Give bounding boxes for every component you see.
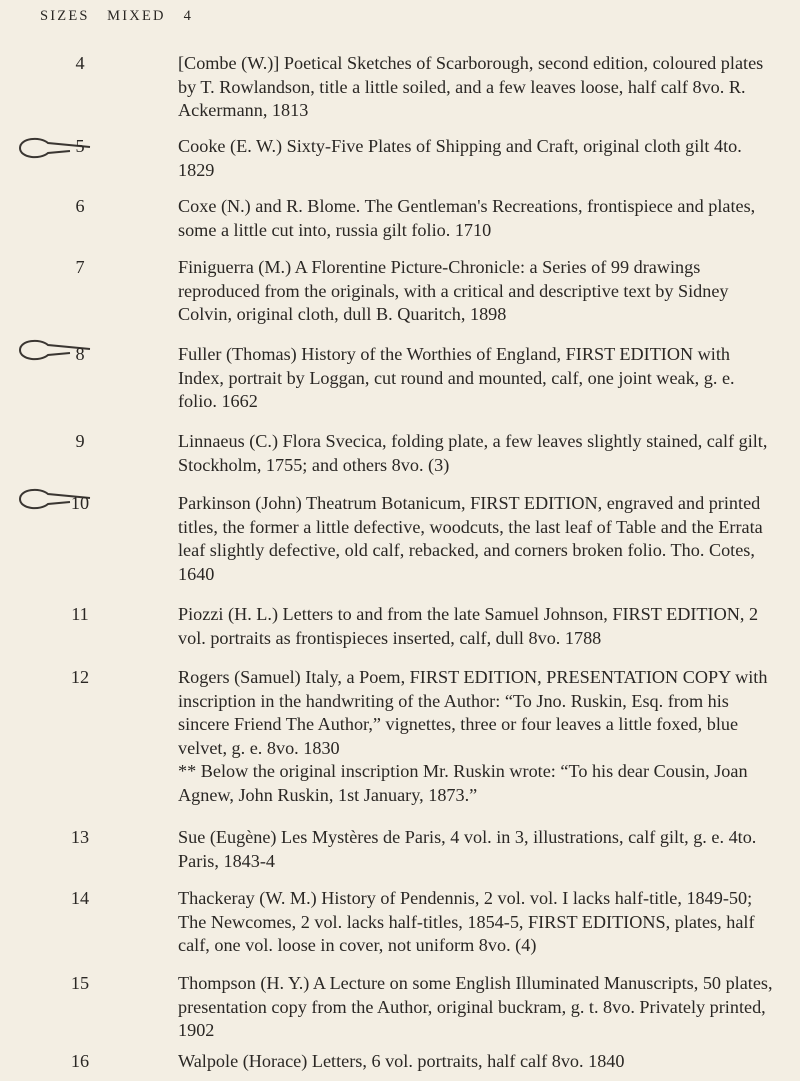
lot-entry (70, 972, 778, 1043)
lot-entry (70, 666, 778, 808)
lot-description: Piozzi (H. L.) Letters to and from the late Samuel Johnson, FIRST EDITION, 2 vol. portraits as frontispieces inserted, calf, dull 8vo. 1788 (178, 604, 759, 648)
lot-description: Sue (Eugène) Les Mystères de Paris, 4 vol. in 3, illustrations, calf gilt, g. e. 4to. Paris, 1843-4 (178, 827, 757, 871)
lot-description: Fuller (Thomas) History of the Worthies of England, FIRST EDITION with Index, portrait by Loggan, cut round and mounted, calf, one joint weak, g. e. folio. 1662 (178, 344, 735, 412)
lot-number: 14 (70, 888, 90, 908)
lot-description: Coxe (N.) and R. Blome. The Gentleman's Recreations, frontispiece and plates, some a little cut into, russia gilt folio. 1710 (178, 196, 756, 240)
lot-entry (70, 887, 778, 958)
lot-description: Finiguerra (M.) A Florentine Picture-Chronicle: a Series of 99 drawings reproduced from the originals, with a critical and descriptive text by Sidney Colvin, original cloth, dull B. Quaritch, 1898 (178, 257, 729, 325)
lot-number: 4 (75, 53, 85, 73)
lot-number: 16 (70, 1051, 90, 1071)
lot-entry (75, 256, 778, 327)
lot-description: [Combe (W.)] Poetical Sketches of Scarborough, second edition, coloured plates by T. Rowlandson, title a little soiled, and a few leaves loose, half calf 8vo. R. Ackermann, 1813 (178, 53, 764, 121)
lot-entry (71, 603, 778, 650)
lot-description: Rogers (Samuel) Italy, a Poem, FIRST EDITION, PRESENTATION COPY with inscription in the handwriting of the Author: “To Jno. Ruskin, Esq. from his sincere Friend The Author,” vignettes, three or four leaves a little foxed, blue velvet, g. e. 8vo. 1830 (178, 667, 768, 758)
lot-entry (75, 52, 778, 123)
lot-note: ** Below the original inscription Mr. Ruskin wrote: “To his dear Cousin, Joan Agnew, John Ruskin, 1st January, 1873.” (178, 761, 748, 805)
page-number: 4 (183, 8, 194, 24)
lot-number: 15 (70, 973, 90, 993)
header-title: SIZES MIXED (40, 8, 166, 24)
lot-entry (75, 195, 778, 242)
lot-entry (70, 492, 778, 586)
lot-number: 13 (70, 827, 90, 847)
lot-description: Thackeray (W. M.) History of Pendennis, 2 vol. vol. I lacks half-title, 1849-50; The Newcomes, 2 vol. lacks half-titles, 1854-5, FIRST EDITIONS, plates, half calf, one vol. loose in cover, not uniform 8vo. (4) (178, 888, 755, 956)
lot-number: 8 (75, 344, 85, 364)
lot-number: 9 (75, 431, 85, 451)
lot-number: 12 (70, 667, 90, 687)
lot-description: Linnaeus (C.) Flora Svecica, folding plate, a few leaves slightly stained, calf gilt, Stockholm, 1755; and others 8vo. (3) (178, 431, 768, 475)
lot-number: 11 (71, 604, 89, 624)
lot-number: 6 (75, 196, 85, 216)
lot-description: Thompson (H. Y.) A Lecture on some English Illuminated Manuscripts, 50 plates, presentation copy from the Author, original buckram, g. t. 8vo. Privately printed, 1902 (178, 973, 773, 1041)
lot-entry (75, 343, 778, 414)
page-header (40, 8, 193, 25)
lot-number: 7 (75, 257, 85, 277)
lot-entry (75, 430, 778, 477)
lot-description: Parkinson (John) Theatrum Botanicum, FIRST EDITION, engraved and printed titles, the former a little defective, woodcuts, the last leaf of Table and the Errata leaf slightly defective, old calf, rebacked, and corners broken folio. Tho. Cotes, 1640 (178, 493, 763, 584)
lot-description: Walpole (Horace) Letters, 6 vol. portraits, half calf 8vo. 1840 (178, 1051, 625, 1071)
lot-number: 10 (70, 493, 90, 513)
lot-number: 5 (75, 136, 85, 156)
lot-description: Cooke (E. W.) Sixty-Five Plates of Shipping and Craft, original cloth gilt 4to. 1829 (178, 136, 742, 180)
lot-entry (70, 1050, 778, 1074)
lot-entry (75, 135, 778, 182)
lot-entry (70, 826, 778, 873)
